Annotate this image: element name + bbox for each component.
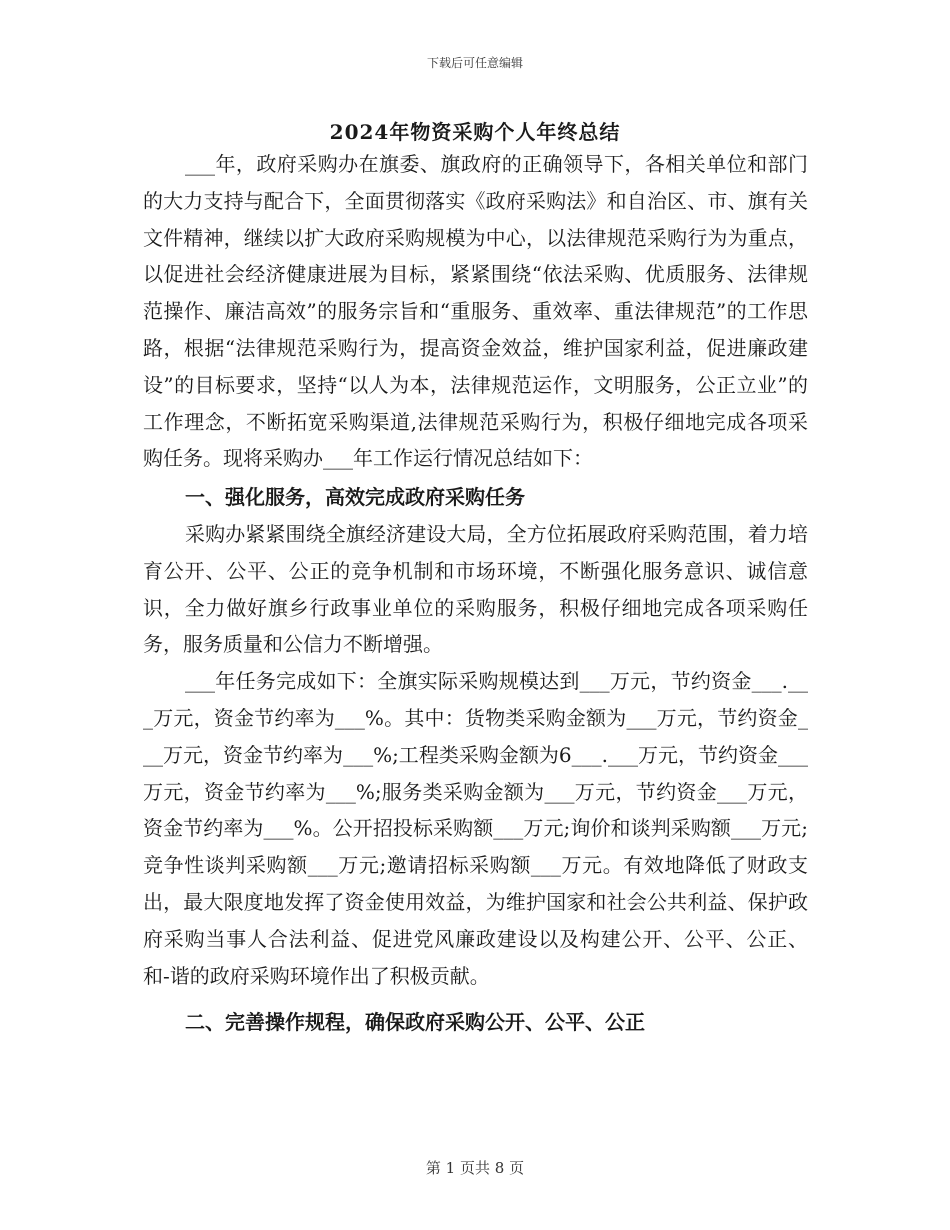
paragraph-service: 采购办紧紧围绕全旗经济建设大局，全方位拓展政府采购范围，着力培育公开、公平、公正的竞争机制和市场环境，不断强化服务意识、诚信意识，全力做好旗乡行政事业单位的采购服务，积极仔细地完成各项采购任务，服务质量和公信力不断增强。: [143, 521, 808, 657]
page-number: 第 1 页共 8 页: [425, 1159, 525, 1177]
document-title: 2024年物资采购个人年终总结: [329, 120, 621, 144]
header-note: 下载后可任意编辑: [426, 56, 523, 70]
section-heading-1: 一、强化服务，高效完成政府采购任务: [185, 485, 525, 510]
document-body: [143, 146, 808, 1041]
paragraph-results: ___年任务完成如下：全旗实际采购规模达到___万元，节约资金___.___万元，资金节约率为___%。其中：货物类采购金额为___万元，节约资金___万元，资金节约率为___%;工程类采购金额为6___.___万元，节约资金___万元，资金节约率为___%;服务类采购金额为___万元，节约资金___万元，资金节约率为___%。公开招投标采购额___万元;询价和谈判采购额___万元;竞争性谈判采购额___万元;邀请招标采购额___万元。有效地降低了财政支出，最大限度地发挥了资金使用效益，为维护国家和社会公共利益、保护政府采购当事人合法利益、促进党风廉政建设以及构建公开、公平、公正、和-谐的政府采购环境作出了积极贡献。: [143, 669, 808, 988]
section-heading-2: 二、完善操作规程，确保政府采购公开、公平、公正: [185, 1010, 645, 1035]
paragraph-intro: ___年，政府采购办在旗委、旗政府的正确领导下，各相关单位和部门的大力支持与配合下，全面贯彻落实《政府采购法》和自治区、市、旗有关文件精神，继续以扩大政府采购规模为中心，以法律规范采购行为为重点，以促进社会经济健康进展为目标，紧紧围绕“依法采购、优质服务、法律规范操作、廉洁高效”的服务宗旨和“重服务、重效率、重法律规范”的工作思路，根据“法律规范采购行为，提高资金效益，维护国家利益，促进廉政建设”的目标要求，坚持“以人为本，法律规范运作，文明服务，公正立业”的工作理念，不断拓宽采购渠道,法律规范采购行为，积极仔细地完成各项采购任务。现将采购办___年工作运行情况总结如下：: [143, 152, 808, 471]
